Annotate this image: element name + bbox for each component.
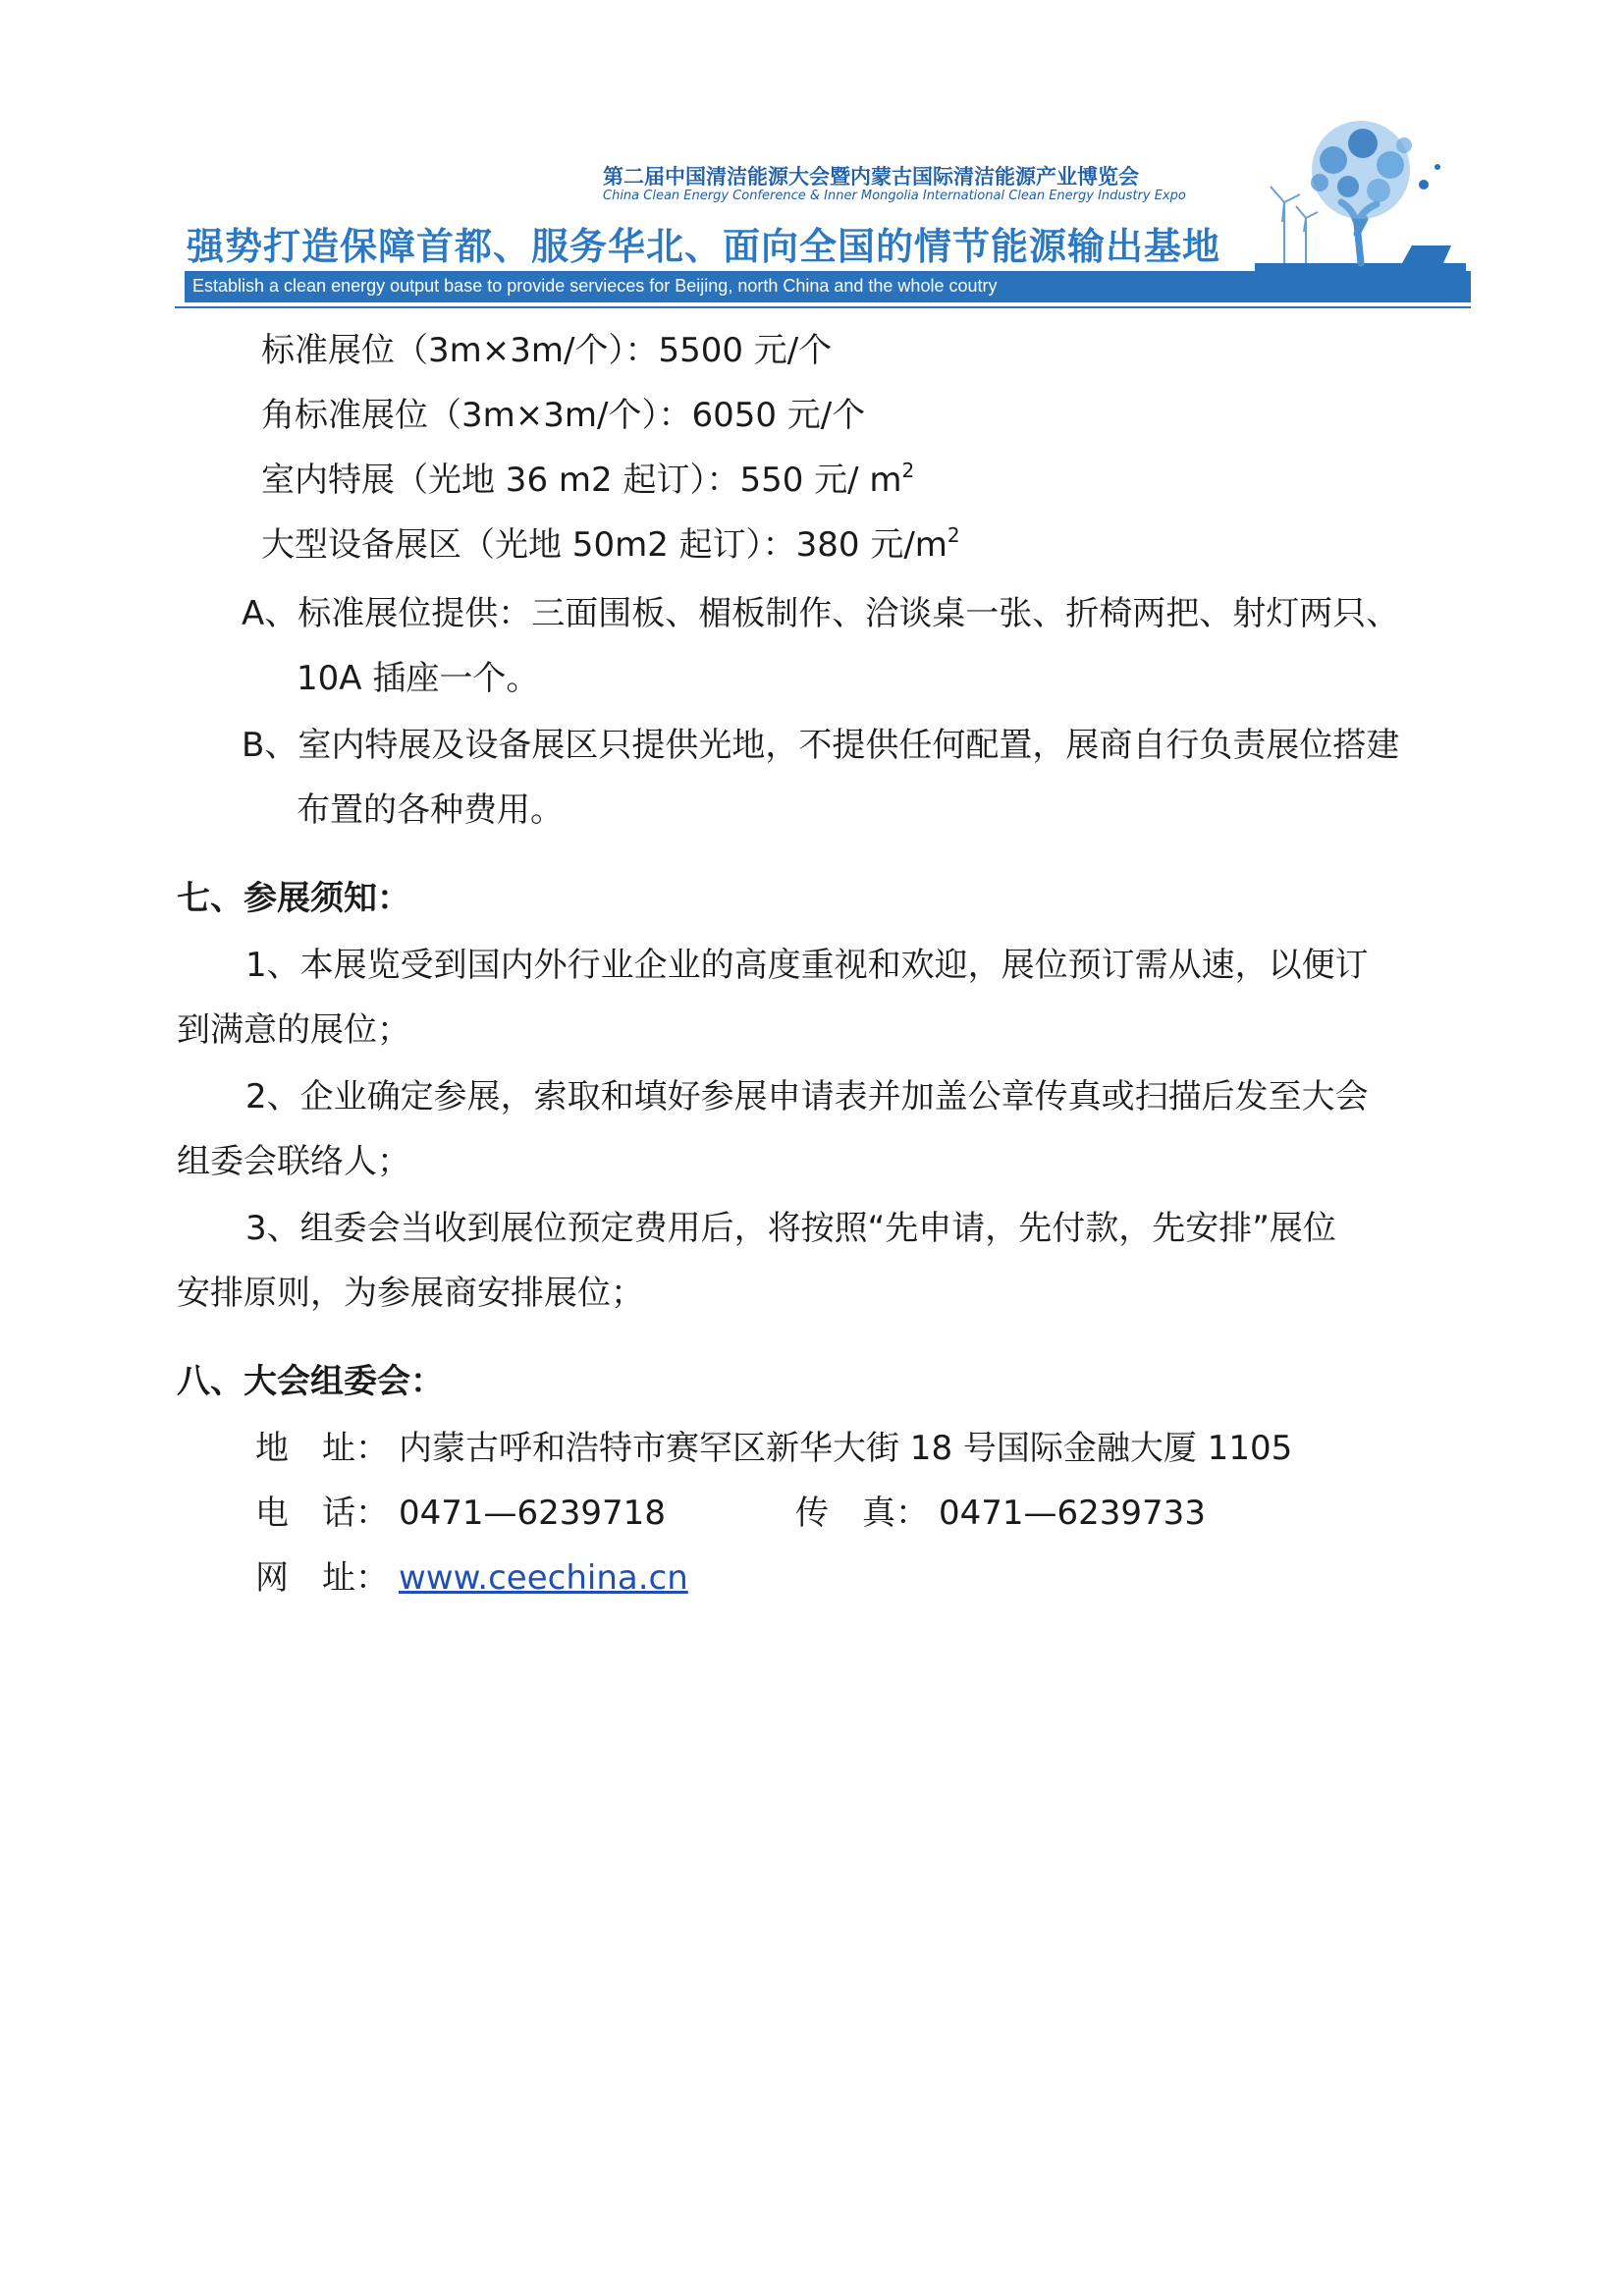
- address-label: 地 址：: [255, 1429, 389, 1468]
- page-header-banner: [175, 116, 1471, 312]
- website-label: 网 址：: [255, 1558, 389, 1598]
- section7-item2-line2: 组委会联络人；: [177, 1142, 410, 1181]
- section8-title: 八、大会组委会：: [177, 1362, 444, 1401]
- section7-item1-line1: 1、本展览受到国内外行业企业的高度重视和欢迎，展位预订需从速，以便订: [245, 946, 1369, 985]
- slogan-cn: 强势打造保障首都、服务华北、面向全国的情节能源输出基地: [187, 225, 1221, 268]
- expo-title-en: China Clean Energy Conference & Inner Mongolia International Clean Energy Industry Expo: [603, 189, 1186, 203]
- price-corner-booth: 角标准展位（3m×3m/个）：6050 元/个: [261, 396, 866, 435]
- price-large-equipment-text: 大型设备展区（光地 50m2 起订）：380 元/m: [261, 525, 947, 565]
- fax-value: 0471—6239733: [939, 1494, 1206, 1533]
- expo-title-cn: 第二届中国清洁能源大会暨内蒙古国际清洁能源产业博览会: [603, 165, 1139, 189]
- address-value: 内蒙古呼和浩特市赛罕区新华大街 18 号国际金融大厦 1105: [399, 1429, 1293, 1468]
- price-indoor-special: [261, 459, 915, 500]
- tree-logo-icon: [1255, 116, 1466, 273]
- slogan-en: Establish a clean energy output base to provide servieces for Beijing, north China and the whole coutry: [192, 276, 998, 296]
- section7-item3-line1: 3、组委会当收到展位预定费用后，将按照“先申请，先付款，先安排”展位: [245, 1209, 1336, 1248]
- section7-item1-line2: 到满意的展位；: [177, 1010, 410, 1050]
- price-indoor-special-sup: 2: [901, 459, 915, 482]
- price-indoor-special-text: 室内特展（光地 36 m2 起订）：550 元/ m: [261, 461, 902, 500]
- website-link[interactable]: www.ceechina.cn: [399, 1558, 688, 1598]
- note-a-line1: A、标准展位提供：三面围板、楣板制作、洽谈桌一张、折椅两把、射灯两只、: [242, 594, 1400, 633]
- note-a-line2: 10A 插座一个。: [297, 659, 540, 698]
- section7-item2-line1: 2、企业确定参展，索取和填好参展申请表并加盖公章传真或扫描后发至大会: [245, 1077, 1369, 1116]
- section7-item3-line2: 安排原则，为参展商安排展位；: [177, 1274, 644, 1313]
- section7-title: 七、参展须知：: [177, 879, 410, 918]
- price-large-equipment-sup: 2: [947, 523, 960, 547]
- note-b-line2: 布置的各种费用。: [297, 790, 564, 830]
- phone-value: 0471—6239718: [399, 1494, 666, 1533]
- price-standard-booth: 标准展位（3m×3m/个）：5500 元/个: [261, 331, 833, 370]
- phone-label: 电 话：: [255, 1494, 389, 1533]
- header-divider: [175, 306, 1471, 308]
- fax-label: 传 真：: [795, 1494, 929, 1533]
- note-b-line1: B、室内特展及设备展区只提供光地，不提供任何配置，展商自行负责展位搭建: [242, 726, 1400, 765]
- price-large-equipment: [261, 523, 960, 565]
